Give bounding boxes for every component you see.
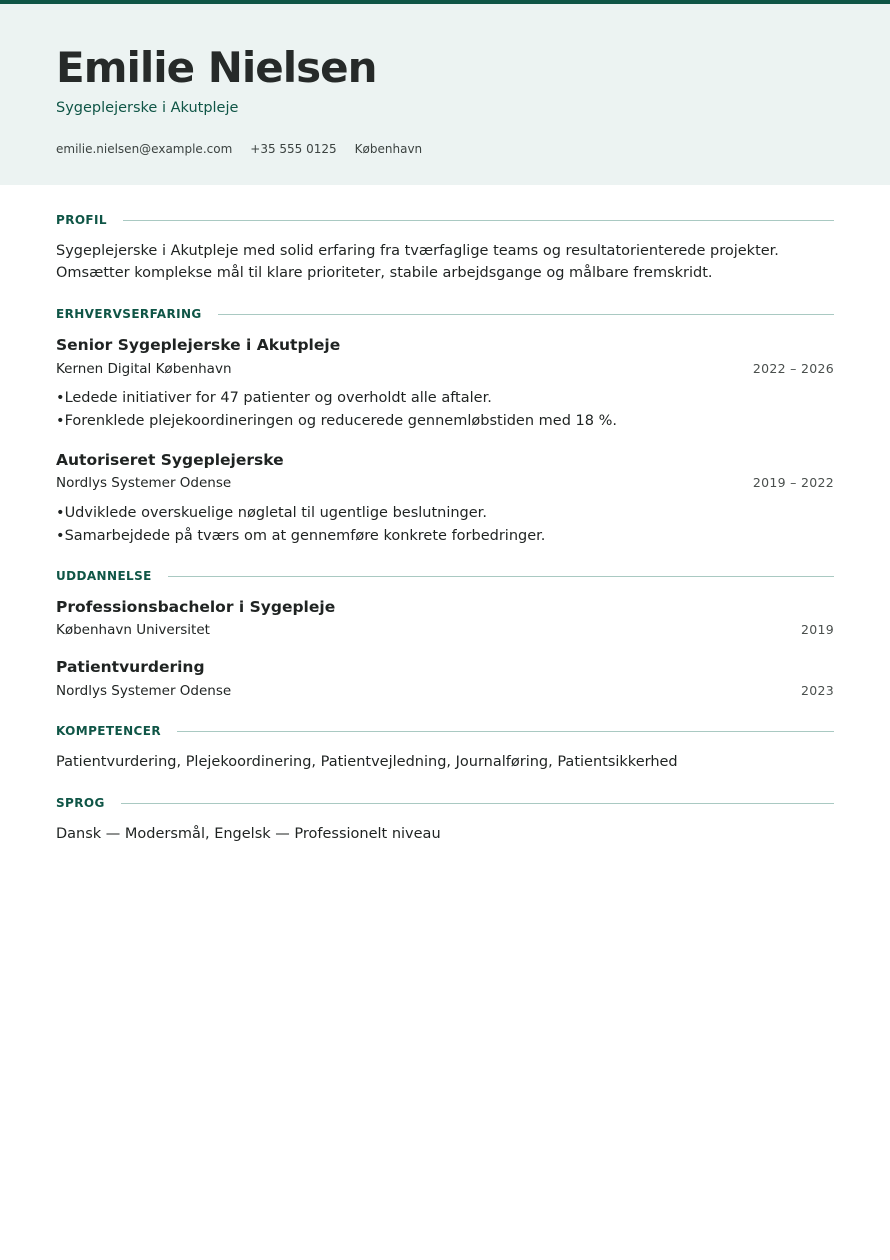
institution: Nordlys Systemer Odense	[56, 683, 232, 699]
job-role: Senior Sygeplejerske i Akutpleje	[56, 336, 341, 354]
section-heading-skills	[56, 722, 834, 740]
section-heading-education	[56, 567, 834, 585]
job-dates: 2022 – 2026	[752, 361, 834, 376]
job-dates: 2019 – 2022	[752, 475, 834, 490]
education-year: 2019	[800, 622, 834, 637]
section-label: KOMPETENCER	[56, 724, 161, 738]
resume-header	[0, 4, 890, 185]
section-divider	[121, 803, 834, 804]
education-year: 2023	[800, 683, 834, 698]
contact-city: København	[354, 142, 423, 156]
job-role: Autoriseret Sygeplejerske	[56, 451, 284, 469]
section-heading-languages	[56, 794, 834, 812]
languages-text: Dansk — Modersmål, Engelsk — Professionelt niveau	[56, 826, 441, 842]
profile-text: Sygeplejerske i Akutpleje med solid erfaring fra tværfaglige teams og resultatorienterede projekter. Omsætter komplekse mål til klare prioriteter, stabile arbejdsgange og målbare fremskridt.	[56, 243, 779, 281]
section-heading-profile	[56, 211, 834, 229]
degree-title: Professionsbachelor i Sygepleje	[56, 598, 336, 616]
bullet-item: • Samarbejdede på tværs om at gennemføre konkrete forbedringer.	[56, 525, 834, 548]
section-divider	[218, 314, 834, 315]
skills-text: Patientvurdering, Plejekoordinering, Patientvejledning, Journalføring, Patientsikkerhed	[56, 754, 678, 770]
bullet-item: • Forenklede plejekoordineringen og reducerede gennemløbstiden med 18 %.	[56, 410, 834, 433]
section-divider	[168, 576, 834, 577]
institution: København Universitet	[56, 622, 210, 638]
section-heading-experience	[56, 305, 834, 323]
contact-email: emilie.nielsen@example.com	[56, 142, 233, 156]
job-title: Sygeplejerske i Akutpleje	[56, 100, 239, 116]
section-label: PROFIL	[56, 213, 107, 227]
section-label: SPROG	[56, 796, 105, 810]
degree-title: Patientvurdering	[56, 658, 205, 676]
contact-line	[56, 140, 422, 158]
bullet-item: • Udviklede overskuelige nøgletal til ugentlige beslutninger.	[56, 502, 834, 525]
job-bullets	[56, 502, 834, 548]
section-label: ERHVERVSERFARING	[56, 307, 202, 321]
bullet-item: • Ledede initiativer for 47 patienter og overholdt alle aftaler.	[56, 387, 834, 410]
candidate-name: Emilie Nielsen	[56, 43, 377, 92]
job-bullets	[56, 387, 834, 433]
section-label: UDDANNELSE	[56, 569, 152, 583]
section-divider	[177, 731, 834, 732]
job-company: Nordlys Systemer Odense	[56, 475, 232, 491]
job-company: Kernen Digital København	[56, 361, 232, 377]
section-divider	[123, 220, 834, 221]
contact-phone: +35 555 0125	[250, 142, 337, 156]
